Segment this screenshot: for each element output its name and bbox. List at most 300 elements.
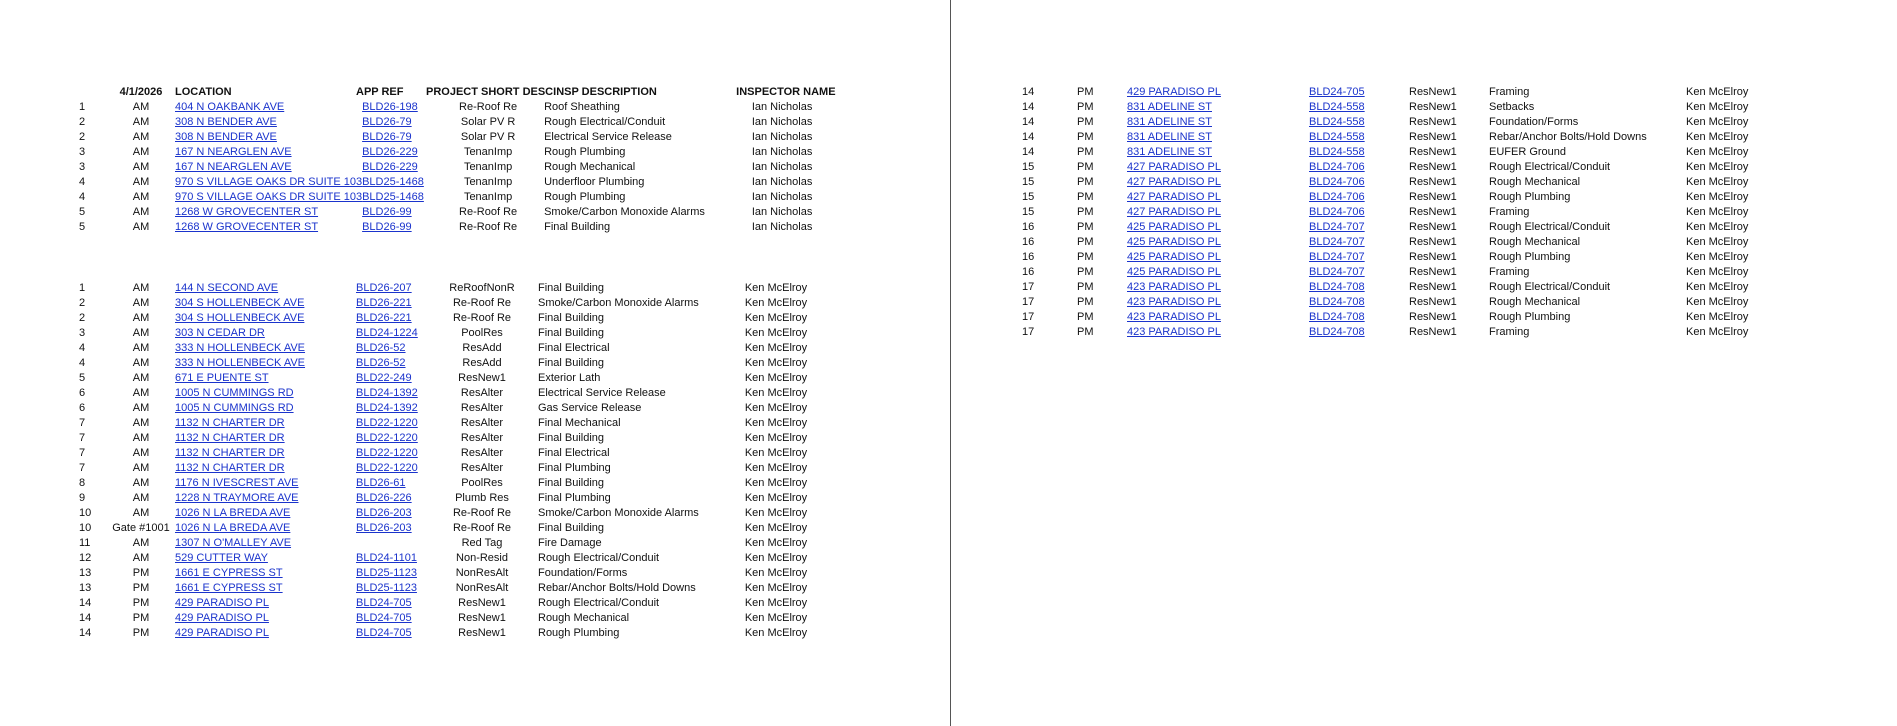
table-row — [72, 521, 831, 536]
location-link[interactable]: 404 N OAKBANK AVE — [175, 101, 285, 113]
location-link[interactable]: 425 PARADISO PL — [1127, 251, 1221, 263]
app-ref-link[interactable]: BLD24-708 — [1309, 296, 1365, 308]
app-ref-link[interactable]: BLD24-558 — [1309, 146, 1365, 158]
inspector-name-cell: Ken McElroy — [1686, 281, 1749, 293]
time-slot-cell: PM — [1077, 146, 1094, 158]
location-link[interactable]: 1661 E CYPRESS ST — [175, 582, 283, 594]
project-short-desc-cell: ResNew1 — [458, 372, 506, 384]
project-short-desc-cell: ResAlter — [460, 402, 504, 414]
table-row — [1022, 265, 1796, 280]
app-ref-link-cell — [1309, 190, 1409, 205]
project-short-desc-cell: ResNew1 — [1409, 326, 1457, 338]
app-ref-link[interactable]: BLD26-79 — [362, 116, 412, 128]
app-ref-link-cell — [1309, 295, 1409, 310]
inspection-number-cell: 1 — [79, 101, 86, 113]
location-link[interactable]: 1661 E CYPRESS ST — [175, 567, 283, 579]
insp-description-cell: Final Building — [538, 327, 605, 339]
table-row — [72, 506, 831, 521]
table-row — [72, 566, 831, 581]
location-link[interactable]: 304 S HOLLENBECK AVE — [175, 312, 305, 324]
app-ref-link-cell — [1309, 160, 1409, 175]
app-ref-link-cell — [356, 521, 426, 536]
app-ref-link[interactable]: BLD22-1220 — [356, 447, 418, 459]
app-ref-link[interactable]: BLD24-705 — [356, 612, 412, 624]
project-short-desc-cell: ResNew1 — [1409, 281, 1457, 293]
insp-description-cell: Framing — [1489, 326, 1530, 338]
table-row — [1022, 190, 1796, 205]
table-row — [72, 190, 837, 205]
inspector-name-cell: Ken McElroy — [744, 552, 808, 564]
location-link[interactable]: 1268 W GROVECENTER ST — [175, 206, 319, 218]
time-slot-cell: PM — [1077, 281, 1094, 293]
location-link[interactable]: 303 N CEDAR DR — [175, 327, 265, 339]
inspector-name-cell: Ken McElroy — [744, 627, 808, 639]
inspection-number-cell: 2 — [79, 116, 86, 128]
insp-description-cell: Electrical Service Release — [538, 387, 666, 399]
location-link-cell — [1127, 115, 1309, 130]
location-link[interactable]: 427 PARADISO PL — [1127, 161, 1221, 173]
app-ref-link-cell — [1309, 85, 1409, 100]
table-row — [72, 115, 837, 130]
project-short-desc-cell: TenanImp — [463, 191, 513, 203]
location-link[interactable]: 831 ADELINE ST — [1127, 101, 1212, 113]
table-row — [72, 341, 831, 356]
insp-description-cell: Rough Plumbing — [1489, 311, 1571, 323]
inspection-number-cell: 3 — [79, 327, 86, 339]
project-short-desc-cell: ResNew1 — [1409, 146, 1457, 158]
time-slot-cell: AM — [132, 176, 150, 188]
inspection-number-cell: 14 — [79, 597, 92, 609]
location-link[interactable]: 831 ADELINE ST — [1127, 116, 1212, 128]
inspection-number-cell: 3 — [79, 146, 86, 158]
location-link[interactable]: 1026 N LA BREDA AVE — [175, 522, 291, 534]
inspector-name-cell: Ken McElroy — [1686, 251, 1749, 263]
project-short-desc-cell: TenanImp — [463, 176, 513, 188]
table-row — [72, 326, 831, 341]
app-ref-link[interactable]: BLD22-1220 — [356, 462, 418, 474]
insp-description-cell: Rough Electrical/Conduit — [544, 116, 666, 128]
insp-description-cell: Rough Mechanical — [1489, 296, 1581, 308]
inspector-name-cell: Ken McElroy — [744, 477, 808, 489]
inspection-number-cell: 7 — [79, 462, 86, 474]
app-ref-link-cell — [356, 491, 426, 506]
project-short-desc-cell: ResAlter — [460, 417, 504, 429]
location-link-cell — [175, 190, 362, 205]
app-ref-link-cell — [356, 341, 426, 356]
app-ref-link[interactable]: BLD22-1220 — [356, 432, 418, 444]
insp-description-cell: Rough Electrical/Conduit — [1489, 221, 1611, 233]
location-link-cell — [1127, 220, 1309, 235]
app-ref-link[interactable]: BLD24-558 — [1309, 131, 1365, 143]
table-row — [1022, 130, 1796, 145]
inspection-number-cell: 8 — [79, 477, 86, 489]
app-ref-link[interactable]: BLD26-99 — [362, 206, 412, 218]
insp-description-cell: Underfloor Plumbing — [544, 176, 645, 188]
location-link[interactable]: 429 PARADISO PL — [175, 627, 269, 639]
insp-description-cell: Foundation/Forms — [1489, 116, 1579, 128]
app-ref-link-cell — [1309, 220, 1409, 235]
inspection-table-group-1 — [72, 100, 837, 235]
insp-description-cell: EUFER Ground — [1489, 146, 1567, 158]
app-ref-link[interactable]: BLD24-705 — [1309, 86, 1365, 98]
location-link-cell — [175, 130, 362, 145]
insp-description-cell: Final Electrical — [538, 342, 610, 354]
app-ref-link[interactable]: BLD24-705 — [356, 597, 412, 609]
insp-description-cell: Smoke/Carbon Monoxide Alarms — [538, 297, 699, 309]
inspector-name-cell: Ken McElroy — [744, 387, 808, 399]
app-ref-link-cell — [356, 551, 426, 566]
location-link[interactable]: 1132 N CHARTER DR — [175, 462, 285, 474]
location-link-cell — [175, 341, 356, 356]
inspector-name-cell: Ken McElroy — [1686, 161, 1749, 173]
project-short-desc-cell: Re-Roof Re — [452, 312, 512, 324]
table-row — [1022, 280, 1796, 295]
insp-description-cell: Rough Mechanical — [538, 612, 630, 624]
inspection-number-cell: 7 — [79, 432, 86, 444]
app-ref-link-cell — [1309, 235, 1409, 250]
app-ref-link-cell — [1309, 175, 1409, 190]
app-ref-link-cell — [356, 626, 426, 641]
location-link[interactable]: 167 N NEARGLEN AVE — [175, 161, 292, 173]
app-ref-link[interactable]: BLD26-229 — [362, 146, 418, 158]
app-ref-link[interactable]: BLD26-229 — [362, 161, 418, 173]
insp-description-cell: Smoke/Carbon Monoxide Alarms — [544, 206, 705, 218]
table-row — [72, 145, 837, 160]
time-slot-cell: PM — [1077, 116, 1094, 128]
project-short-desc-cell: ResAdd — [462, 357, 502, 369]
location-link[interactable]: 425 PARADISO PL — [1127, 221, 1221, 233]
app-ref-link-cell — [1309, 265, 1409, 280]
project-short-desc-cell: Re-Roof Re — [452, 507, 512, 519]
location-link-cell — [1127, 85, 1309, 100]
location-link[interactable]: 1228 N TRAYMORE AVE — [175, 492, 299, 504]
app-ref-link-cell — [356, 326, 426, 341]
inspector-name-cell: Ken McElroy — [744, 507, 808, 519]
inspection-number-cell: 15 — [1022, 161, 1035, 173]
location-link[interactable]: 308 N BENDER AVE — [175, 116, 277, 128]
inspection-number-cell: 4 — [79, 357, 86, 369]
app-ref-link[interactable]: BLD24-706 — [1309, 176, 1365, 188]
project-short-desc-cell: ResNew1 — [1409, 116, 1457, 128]
location-link[interactable]: 427 PARADISO PL — [1127, 206, 1221, 218]
location-link[interactable]: 333 N HOLLENBECK AVE — [175, 357, 306, 369]
project-short-desc-cell: ReRoofNonR — [449, 282, 515, 294]
location-link[interactable]: 304 S HOLLENBECK AVE — [175, 297, 305, 309]
app-ref-link[interactable]: BLD24-1101 — [356, 552, 417, 564]
table-row — [72, 611, 831, 626]
insp-description-cell: Framing — [1489, 86, 1530, 98]
location-link-cell — [1127, 325, 1309, 340]
insp-description-cell: Rough Plumbing — [538, 627, 620, 639]
location-link-cell — [175, 281, 356, 296]
location-link-cell — [175, 115, 362, 130]
inspector-name-cell: Ken McElroy — [1686, 176, 1749, 188]
inspection-number-cell: 10 — [79, 507, 92, 519]
inspection-number-cell: 4 — [79, 191, 86, 203]
app-ref-link-cell — [362, 100, 432, 115]
inspector-name-cell: Ken McElroy — [1686, 221, 1749, 233]
app-ref-link[interactable]: BLD24-708 — [1309, 311, 1365, 323]
app-ref-link[interactable]: BLD24-706 — [1309, 161, 1365, 173]
location-link[interactable]: 423 PARADISO PL — [1127, 281, 1221, 293]
inspector-name-cell: Ken McElroy — [1686, 311, 1749, 323]
location-link-cell — [1127, 190, 1309, 205]
inspection-number-cell: 15 — [1022, 191, 1035, 203]
app-ref-link[interactable]: BLD25-1468 — [362, 191, 424, 203]
app-ref-link[interactable]: BLD24-707 — [1309, 266, 1365, 278]
insp-description-cell: Fire Damage — [538, 537, 602, 549]
project-short-desc-cell: ResNew1 — [1409, 161, 1457, 173]
location-link[interactable]: 1268 W GROVECENTER ST — [175, 221, 319, 233]
location-link[interactable]: 970 S VILLAGE OAKS DR SUITE 103 — [175, 191, 363, 203]
table-row — [72, 205, 837, 220]
table-row — [72, 491, 831, 506]
location-link[interactable]: 1307 N O'MALLEY AVE — [175, 537, 292, 549]
location-link-cell — [1127, 250, 1309, 265]
table-row — [1022, 325, 1796, 340]
location-link[interactable]: 425 PARADISO PL — [1127, 266, 1221, 278]
app-ref-link[interactable]: BLD24-707 — [1309, 221, 1365, 233]
app-ref-link[interactable]: BLD22-249 — [356, 372, 412, 384]
location-link-cell — [175, 506, 356, 521]
inspection-number-cell: 7 — [79, 447, 86, 459]
project-short-desc-cell: ResNew1 — [1409, 251, 1457, 263]
app-ref-link[interactable]: BLD25-1468 — [362, 176, 424, 188]
inspector-name-cell: Ken McElroy — [744, 402, 808, 414]
location-link-cell — [175, 401, 356, 416]
app-ref-link[interactable]: BLD24-1392 — [356, 402, 418, 414]
inspector-name-cell: Ken McElroy — [744, 282, 808, 294]
location-link[interactable]: 1132 N CHARTER DR — [175, 417, 285, 429]
inspection-number-cell: 5 — [79, 372, 86, 384]
app-ref-link[interactable]: BLD26-221 — [356, 297, 412, 309]
table-row — [72, 401, 831, 416]
location-link[interactable]: 1132 N CHARTER DR — [175, 447, 285, 459]
header-inspector-name: INSPECTOR NAME — [736, 86, 836, 98]
location-link[interactable]: 427 PARADISO PL — [1127, 191, 1221, 203]
inspection-number-cell: 16 — [1022, 266, 1035, 278]
location-link-cell — [175, 220, 362, 235]
app-ref-link-cell — [1309, 100, 1409, 115]
location-link-cell — [175, 611, 356, 626]
time-slot-cell: PM — [1077, 161, 1094, 173]
location-link[interactable]: 1005 N CUMMINGS RD — [175, 387, 294, 399]
inspection-number-cell: 14 — [1022, 86, 1035, 98]
location-link[interactable]: 529 CUTTER WAY — [175, 552, 268, 564]
time-slot-cell: AM — [132, 161, 150, 173]
location-link-cell — [175, 356, 356, 371]
location-link[interactable]: 831 ADELINE ST — [1127, 146, 1212, 158]
project-short-desc-cell: ResNew1 — [458, 627, 506, 639]
table-row — [1022, 205, 1796, 220]
project-short-desc-cell: ResNew1 — [458, 597, 506, 609]
time-slot-cell: PM — [1077, 296, 1094, 308]
app-ref-link[interactable]: BLD26-203 — [356, 522, 412, 534]
insp-description-cell: Smoke/Carbon Monoxide Alarms — [538, 507, 699, 519]
location-link[interactable]: 671 E PUENTE ST — [175, 372, 269, 384]
table-row — [72, 281, 831, 296]
location-link[interactable]: 427 PARADISO PL — [1127, 176, 1221, 188]
location-link[interactable]: 167 N NEARGLEN AVE — [175, 146, 292, 158]
app-ref-link[interactable]: BLD24-1224 — [356, 327, 418, 339]
app-ref-link[interactable]: BLD24-558 — [1309, 116, 1365, 128]
app-ref-link[interactable]: BLD24-705 — [356, 627, 412, 639]
insp-description-cell: Rough Electrical/Conduit — [538, 597, 660, 609]
location-link-cell — [175, 160, 362, 175]
time-slot-cell: AM — [132, 402, 150, 414]
app-ref-link[interactable]: BLD24-706 — [1309, 191, 1365, 203]
app-ref-link-cell — [356, 311, 426, 326]
project-short-desc-cell: PoolRes — [461, 327, 503, 339]
table-row — [72, 476, 831, 491]
inspector-name-cell: Ken McElroy — [1686, 236, 1749, 248]
insp-description-cell: Framing — [1489, 266, 1530, 278]
inspector-name-cell: Ken McElroy — [744, 432, 808, 444]
project-short-desc-cell: TenanImp — [463, 146, 513, 158]
inspector-name-cell: Ken McElroy — [744, 597, 808, 609]
app-ref-link[interactable]: BLD26-203 — [356, 507, 412, 519]
app-ref-link[interactable]: BLD24-708 — [1309, 326, 1365, 338]
inspector-name-cell: Ken McElroy — [1686, 326, 1749, 338]
location-link[interactable]: 333 N HOLLENBECK AVE — [175, 342, 306, 354]
location-link[interactable]: 308 N BENDER AVE — [175, 131, 277, 143]
time-slot-cell: PM — [1077, 86, 1094, 98]
inspection-number-cell: 2 — [79, 297, 86, 309]
table-row — [72, 220, 837, 235]
location-link-cell — [175, 386, 356, 401]
insp-description-cell: Final Building — [538, 522, 605, 534]
location-link[interactable]: 423 PARADISO PL — [1127, 311, 1221, 323]
insp-description-cell: Final Electrical — [538, 447, 610, 459]
project-short-desc-cell: ResNew1 — [1409, 311, 1457, 323]
location-link[interactable]: 429 PARADISO PL — [175, 612, 269, 624]
app-ref-link[interactable]: BLD24-708 — [1309, 281, 1365, 293]
project-short-desc-cell: ResNew1 — [1409, 101, 1457, 113]
insp-description-cell: Foundation/Forms — [538, 567, 628, 579]
time-slot-cell: PM — [1077, 191, 1094, 203]
app-ref-link[interactable]: BLD22-1220 — [356, 417, 418, 429]
app-ref-link[interactable]: BLD25-1123 — [356, 582, 417, 594]
inspector-name-cell: Ken McElroy — [744, 522, 808, 534]
inspection-number-cell: 17 — [1022, 311, 1035, 323]
inspector-name-cell: Ken McElroy — [744, 417, 808, 429]
app-ref-link-cell — [356, 566, 426, 581]
app-ref-link[interactable]: BLD24-706 — [1309, 206, 1365, 218]
header-number — [72, 85, 107, 100]
location-link[interactable]: 423 PARADISO PL — [1127, 326, 1221, 338]
app-ref-link[interactable]: BLD24-707 — [1309, 236, 1365, 248]
app-ref-link[interactable]: BLD26-207 — [356, 282, 412, 294]
project-short-desc-cell: Re-Roof Re — [459, 101, 518, 113]
app-ref-link[interactable]: BLD26-61 — [356, 477, 406, 489]
app-ref-link-cell — [356, 506, 426, 521]
app-ref-link-cell — [362, 115, 432, 130]
project-short-desc-cell: ResNew1 — [1409, 236, 1457, 248]
table-row — [1022, 115, 1796, 130]
app-ref-link-cell — [356, 596, 426, 611]
location-link[interactable]: 1132 N CHARTER DR — [175, 432, 285, 444]
inspection-number-cell: 12 — [79, 552, 92, 564]
table-row — [1022, 310, 1796, 325]
app-ref-link[interactable]: BLD24-707 — [1309, 251, 1365, 263]
inspector-name-cell: Ian Nicholas — [751, 101, 813, 113]
inspector-name-cell: Ken McElroy — [744, 327, 808, 339]
inspection-number-cell: 2 — [79, 312, 86, 324]
location-link[interactable]: 1176 N IVESCREST AVE — [175, 477, 299, 489]
app-ref-link-cell — [1309, 325, 1409, 340]
project-short-desc-cell: Plumb Res — [455, 492, 509, 504]
location-link[interactable]: 144 N SECOND AVE — [175, 282, 279, 294]
app-ref-link[interactable]: BLD26-79 — [362, 131, 412, 143]
table-row — [72, 311, 831, 326]
app-ref-link[interactable]: BLD25-1123 — [356, 567, 417, 579]
table-row — [1022, 295, 1796, 310]
time-slot-cell: AM — [132, 327, 150, 339]
app-ref-link[interactable]: BLD26-226 — [356, 492, 412, 504]
table-row — [72, 130, 837, 145]
location-link[interactable]: 970 S VILLAGE OAKS DR SUITE 103 — [175, 176, 363, 188]
location-link-cell — [1127, 100, 1309, 115]
inspection-number-cell: 16 — [1022, 221, 1035, 233]
app-ref-link[interactable]: BLD26-99 — [362, 221, 412, 233]
app-ref-link-cell — [356, 581, 426, 596]
inspection-number-cell: 1 — [79, 282, 86, 294]
time-slot-cell: PM — [1077, 266, 1094, 278]
inspector-name-cell: Ian Nicholas — [751, 176, 813, 188]
location-link-cell — [175, 205, 362, 220]
location-link[interactable]: 1005 N CUMMINGS RD — [175, 402, 294, 414]
time-slot-cell: AM — [132, 357, 150, 369]
app-ref-link-cell — [1309, 130, 1409, 145]
insp-description-cell: Rebar/Anchor Bolts/Hold Downs — [538, 582, 696, 594]
time-slot-cell: PM — [1077, 176, 1094, 188]
location-link-cell — [1127, 295, 1309, 310]
time-slot-cell: AM — [132, 432, 150, 444]
location-link-cell — [175, 145, 362, 160]
location-link-cell — [175, 326, 356, 341]
app-ref-link[interactable]: BLD26-52 — [356, 357, 406, 369]
inspector-name-cell: Ian Nicholas — [751, 161, 813, 173]
inspector-name-cell: Ken McElroy — [744, 372, 808, 384]
app-ref-link[interactable]: BLD26-198 — [362, 101, 418, 113]
app-ref-link-cell — [362, 130, 432, 145]
inspector-name-cell: Ken McElroy — [1686, 146, 1749, 158]
inspection-number-cell: 14 — [1022, 146, 1035, 158]
location-link[interactable]: 429 PARADISO PL — [1127, 86, 1221, 98]
app-ref-link[interactable]: BLD26-52 — [356, 342, 406, 354]
location-link[interactable]: 429 PARADISO PL — [175, 597, 269, 609]
app-ref-link[interactable]: BLD24-1392 — [356, 387, 418, 399]
time-slot-cell: AM — [132, 116, 150, 128]
inspection-table-group-3 — [1022, 85, 1796, 340]
location-link[interactable]: 425 PARADISO PL — [1127, 236, 1221, 248]
table-row — [72, 371, 831, 386]
location-link[interactable]: 423 PARADISO PL — [1127, 296, 1221, 308]
inspector-name-cell: Ian Nicholas — [751, 116, 813, 128]
insp-description-cell: Final Plumbing — [538, 462, 611, 474]
location-link[interactable]: 1026 N LA BREDA AVE — [175, 507, 291, 519]
insp-description-cell: Rough Electrical/Conduit — [1489, 281, 1611, 293]
location-link-cell — [175, 491, 356, 506]
table-row — [72, 356, 831, 371]
app-ref-link[interactable]: BLD26-221 — [356, 312, 412, 324]
inspection-number-cell: 17 — [1022, 326, 1035, 338]
location-link-cell — [1127, 280, 1309, 295]
app-ref-link[interactable]: BLD24-558 — [1309, 101, 1365, 113]
time-slot-cell: AM — [132, 387, 150, 399]
table-row — [72, 175, 837, 190]
location-link[interactable]: 831 ADELINE ST — [1127, 131, 1212, 143]
